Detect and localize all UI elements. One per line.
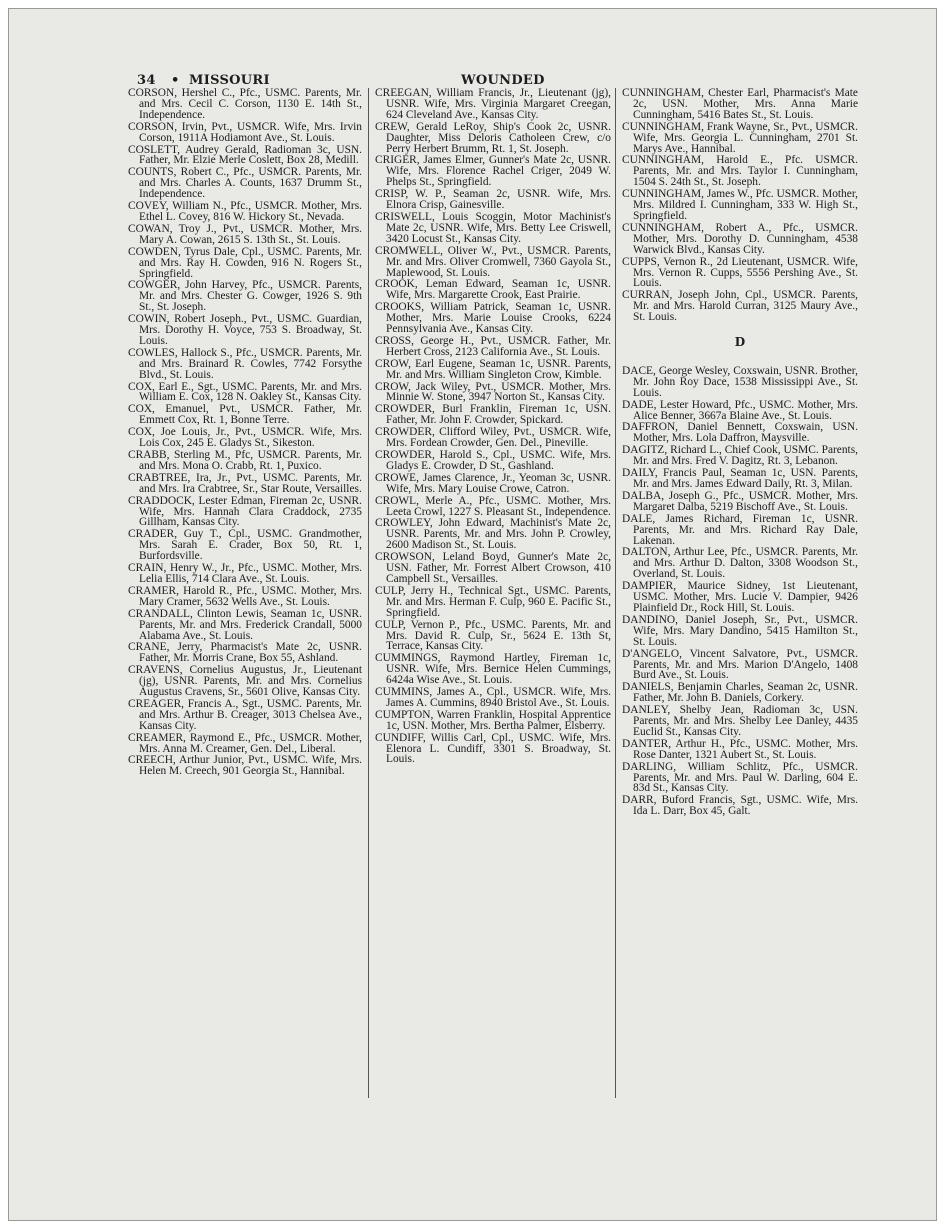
- casualty-entry: CRAVENS, Cornelius Augustus, Jr., Lieutenant (jg), USNR. Parents, Mr. and Mrs. Cornelius Augustus Cravens, Sr., 5601 Olive, Kansas City.: [128, 664, 362, 699]
- casualty-entry: CUMMINGS, Raymond Hartley, Fireman 1c, USNR. Wife, Mrs. Bernice Helen Cummings, 6424a Wise Ave., St. Louis.: [375, 652, 611, 687]
- casualty-entry: DANLEY, Shelby Jean, Radioman 3c, USN. Parents, Mr. and Mrs. Shelby Lee Danley, 4435 Euclid St., Kansas City.: [622, 704, 858, 738]
- casualty-entry: CROWSON, Leland Boyd, Gunner's Mate 2c, USN. Father, Mr. Forrest Albert Crowson, 410 Campbell St., Versailles.: [375, 551, 611, 585]
- casualty-entry: DADE, Lester Howard, Pfc., USMC. Mother, Mrs. Alice Benner, 3667a Blaine Ave., St. Louis.: [622, 398, 858, 422]
- casualty-entry: CORSON, Hershel C., Pfc., USMC. Parents, Mr. and Mrs. Cecil C. Corson, 1130 E. 14th St., Independence.: [128, 87, 362, 121]
- casualty-entry: COWLES, Hallock S., Pfc., USMCR. Parents, Mr. and Mrs. Brainard R. Cowles, 7742 Forsythe Blvd., St. Louis.: [128, 346, 362, 381]
- casualty-entry: CUNDIFF, Willis Carl, Cpl., USMC. Wife, Mrs. Elenora L. Cundiff, 3301 S. Broadway, St. Louis.: [375, 731, 611, 766]
- casualty-entry: CROMWELL, Oliver W., Pvt., USMCR. Parents, Mr. and Mrs. Oliver Cromwell, 7360 Gayola St., Maplewood, St. Louis.: [375, 244, 611, 279]
- state-title: MISSOURI: [189, 73, 270, 88]
- casualty-entry: COWGER, John Harvey, Pfc., USMCR. Parents, Mr. and Mrs. Chester G. Cowger, 1926 S. 9th St., St. Joseph.: [128, 279, 362, 314]
- casualty-entry: CORSON, Irvin, Pvt., USMCR. Wife, Mrs. Irvin Corson, 1911A Hodiamont Ave., St. Louis.: [128, 120, 362, 144]
- casualty-entry: CROWLEY, John Edward, Machinist's Mate 2c, USNR. Parents, Mr. and Mrs. John P. Crowley, 2600 Madison St., St. Louis.: [375, 517, 611, 552]
- casualty-entry: DAGITZ, Richard L., Chief Cook, USMC. Parents, Mr. and Mrs. Fred V. Dagitz, Rt. 3, Lebanon.: [622, 444, 858, 468]
- casualty-entry: COVEY, William N., Pfc., USMCR. Mother, Mrs. Ethel L. Covey, 816 W. Hickory St., Nevada.: [128, 200, 362, 223]
- casualty-entry: CROWDER, Clifford Wiley, Pvt., USMCR. Wife, Mrs. Fordean Crowder, Gen. Del., Pineville.: [375, 426, 611, 450]
- casualty-entry: COX, Emanuel, Pvt., USMCR. Father, Mr. Emmett Cox, Rt. 1, Bonne Terre.: [128, 403, 362, 427]
- casualty-entry: DANTER, Arthur H., Pfc., USMC. Mother, Mrs. Rose Danter, 1321 Aubert St., St. Louis.: [622, 737, 858, 761]
- casualty-entry: CURRAN, Joseph John, Cpl., USMCR. Parents, Mr. and Mrs. Harold Curran, 3125 Maury Ave., St. Louis.: [622, 289, 858, 324]
- casualty-entry: CUMPTON, Warren Franklin, Hospital Apprentice 1c, USN. Mother, Mrs. Bertha Palmer, Elsberry.: [375, 708, 611, 732]
- section-letter: D: [734, 335, 746, 350]
- column-divider: [615, 88, 616, 1098]
- casualty-entry: DARR, Buford Francis, Sgt., USMC. Wife, Mrs. Ida L. Darr, Box 45, Galt.: [622, 794, 858, 818]
- column-divider: [368, 88, 369, 1098]
- casualty-entry: DALE, James Richard, Fireman 1c, USNR. Parents, Mr. and Mrs. Richard Ray Dale, Lakenan.: [622, 512, 858, 547]
- casualty-entry: CREEGAN, William Francis, Jr., Lieutenant (jg), USNR. Wife, Mrs. Virginia Margaret Creegan, 624 Cleveland Ave., Kansas City.: [375, 87, 611, 121]
- casualty-entry: CROWE, James Clarence, Jr., Yeoman 3c, USNR. Wife, Mrs. Mary Louise Crowe, Catron.: [375, 471, 611, 495]
- casualty-entry: CROW, Jack Wiley, Pvt., USMCR. Mother, Mrs. Minnie W. Stone, 3947 Norton St., Kansas City.: [375, 380, 611, 404]
- casualty-entry: CULP, Vernon P., Pfc., USMC. Parents, Mr. and Mrs. David R. Culp, Sr., 5624 E. 13th St, Terrace, Kansas City.: [375, 618, 611, 653]
- casualty-entry: CREAMER, Raymond E., Pfc., USMCR. Mother, Mrs. Anna M. Creamer, Gen. Del., Liberal.: [128, 731, 362, 755]
- casualty-entry: DANIELS, Benjamin Charles, Seaman 2c, USNR. Father, Mr. John B. Daniels, Corkery.: [622, 681, 858, 705]
- casualty-entry: COX, Joe Louis, Jr., Pvt., USMCR. Wife, Mrs. Lois Cox, 245 E. Gladys St., Sikeston.: [128, 426, 362, 450]
- casualty-entry: DAILY, Francis Paul, Seaman 1c, USN. Parents, Mr. and Mrs. James Edward Daily, Rt. 3, Milan.: [622, 467, 858, 490]
- casualty-entry: CROWL, Merle A., Pfc., USMC. Mother, Mrs. Leeta Crowl, 1227 S. Pleasant St., Independence.: [375, 494, 611, 518]
- casualty-entry: CREW, Gerald LeRoy, Ship's Cook 2c, USNR. Daughter, Miss Deloris Catholeen Crew, c/o Perry Herbert Brumm, Rt. 1, St. Joseph.: [375, 120, 611, 155]
- casualty-entry: CREECH, Arthur Junior, Pvt., USMC. Wife, Mrs. Helen M. Creech, 901 Georgia St., Hannibal.: [128, 754, 362, 778]
- casualty-entry: DACE, George Wesley, Coxswain, USNR. Brother, Mr. John Roy Dace, 1538 Mississippi Ave., St. Louis.: [622, 364, 858, 399]
- column-1: [128, 88, 362, 778]
- casualty-entry: DALTON, Arthur Lee, Pfc., USMCR. Parents, Mr. and Mrs. Arthur D. Dalton, 3308 Woodson St., Overland, St. Louis.: [622, 546, 858, 581]
- casualty-entry: CROOKS, William Patrick, Seaman 1c, USNR. Mother, Mrs. Marie Louise Crooks, 6224 Pennsylvania Ave., Kansas City.: [375, 301, 611, 336]
- casualty-entry: CRADDOCK, Lester Edman, Fireman 2c, USNR. Wife, Mrs. Hannah Clara Craddock, 2735 Gillham, Kansas City.: [128, 494, 362, 529]
- casualty-entry: COX, Earl E., Sgt., USMC. Parents, Mr. and Mrs. William E. Cox, 128 N. Oakley St., Kansas City.: [128, 380, 362, 404]
- casualty-entry: DAMPIER, Maurice Sidney, 1st Lieutenant, USMC. Mother, Mrs. Lucie V. Dampier, 9426 Plainfield Dr., Rock Hill, St. Louis.: [622, 580, 858, 614]
- casualty-entry: DANDINO, Daniel Joseph, Sr., Pvt., USMCR. Wife, Mrs. Mary Dandino, 5415 Hamilton St., St. Louis.: [622, 613, 858, 648]
- casualty-entry: CUNNINGHAM, James W., Pfc. USMCR. Mother, Mrs. Mildred I. Cunningham, 333 W. High St., Springfield.: [622, 188, 858, 222]
- casualty-entry: COWDEN, Tyrus Dale, Cpl., USMC. Parents, Mr. and Mrs. Ray H. Cowden, 916 N. Rogers St., Springfield.: [128, 245, 362, 280]
- casualty-entry: CULP, Jerry H., Technical Sgt., USMC. Parents, Mr. and Mrs. Herman F. Culp, 960 E. Pacific St., Springfield.: [375, 584, 611, 619]
- casualty-entry: DARLING, William Schlitz, Pfc., USMCR. Parents, Mr. and Mrs. Paul W. Darling, 604 E. 83d St., Kansas City.: [622, 760, 858, 795]
- section-title: WOUNDED: [461, 73, 545, 88]
- casualty-entry: CRABB, Sterling M., Pfc, USMCR. Parents, Mr. and Mrs. Mona O. Crabb, Rt. 1, Puxico.: [128, 449, 362, 472]
- casualty-entry: CUPPS, Vernon R., 2d Lieutenant, USMCR. Wife, Mrs. Vernon R. Cupps, 5556 Pershing Ave., St. Louis.: [622, 255, 858, 290]
- casualty-entry: CREAGER, Francis A., Sgt., USMC. Parents, Mr. and Mrs. Arthur B. Creager, 3013 Chelsea Ave., Kansas City.: [128, 697, 362, 732]
- casualty-entry: CUNNINGHAM, Chester Earl, Pharmacist's Mate 2c, USN. Mother, Mrs. Anna Marie Cunningham, 5416 Bates St., St. Louis.: [622, 87, 858, 121]
- casualty-entry: CROWDER, Burl Franklin, Fireman 1c, USN. Father, Mr. John F. Crowder, Spickard.: [375, 403, 611, 427]
- casualty-entry: D'ANGELO, Vincent Salvatore, Pvt., USMCR. Parents, Mr. and Mrs. Marion D'Angelo, 1408 Burd Ave., St. Louis.: [622, 647, 858, 682]
- header-bullet: •: [171, 73, 180, 88]
- casualty-entry: COSLETT, Audrey Gerald, Radioman 3c, USN. Father, Mr. Elzie Merle Coslett, Box 28, Medill.: [128, 143, 362, 167]
- casualty-entry: CROWDER, Harold S., Cpl., USMC. Wife, Mrs. Gladys E. Crowder, D St., Gashland.: [375, 449, 611, 472]
- casualty-entry: DAFFRON, Daniel Bennett, Coxswain, USN. Mother, Mrs. Lola Daffron, Maysville.: [622, 421, 858, 445]
- casualty-entry: DALBA, Joseph G., Pfc., USMCR. Mother, Mrs. Margaret Dalba, 5219 Bischoff Ave., St. Louis.: [622, 489, 858, 513]
- casualty-entry: COUNTS, Robert C., Pfc., USMCR. Parents, Mr. and Mrs. Charles A. Counts, 1637 Drumm St., Independence.: [128, 166, 362, 201]
- casualty-entry: CRANDALL, Clinton Lewis, Seaman 1c, USNR. Parents, Mr. and Mrs. Frederick Crandall, 5000 Alabama Ave., St. Louis.: [128, 607, 362, 642]
- casualty-entry: COWAN, Troy J., Pvt., USMCR. Mother, Mrs. Mary A. Cowan, 2615 S. 13th St., St. Louis.: [128, 222, 362, 246]
- casualty-entry: CROSS, George H., Pvt., USMCR. Father, Mr. Herbert Cross, 2123 California Ave., St. Louis.: [375, 334, 611, 358]
- casualty-entry: CRAIN, Henry W., Jr., Pfc., USMC. Mother, Mrs. Lelia Ellis, 714 Clara Ave., St. Louis.: [128, 562, 362, 585]
- column-2: [375, 88, 611, 766]
- casualty-entry: CUNNINGHAM, Frank Wayne, Sr., Pvt., USMCR. Wife, Mrs. Georgia L. Cunningham, 2701 St. Marys Ave., Hannibal.: [622, 120, 858, 155]
- casualty-entry: CUNNINGHAM, Robert A., Pfc., USMCR. Mother, Mrs. Dorothy D. Cunningham, 4538 Warwick Blvd., Kansas City.: [622, 221, 858, 256]
- casualty-entry: CRANE, Jerry, Pharmacist's Mate 2c, USNR. Father, Mr. Morris Crane, Box 55, Ashland.: [128, 641, 362, 665]
- casualty-entry: CRISP, W. P., Seaman 2c, USNR. Wife, Mrs. Elnora Crisp, Gainesville.: [375, 188, 611, 212]
- casualty-entry: CROW, Earl Eugene, Seaman 1c, USNR. Parents, Mr. and Mrs. William Singleton Crow, Kimble.: [375, 357, 611, 381]
- casualty-entry: CUNNINGHAM, Harold E., Pfc. USMCR. Parents, Mr. and Mrs. Taylor I. Cunningham, 1504 S. 24th St., St. Joseph.: [622, 154, 858, 189]
- casualty-entry: CRIGER, James Elmer, Gunner's Mate 2c, USNR. Wife, Mrs. Florence Rachel Criger, 2049 W. Phelps St., Springfield.: [375, 154, 611, 189]
- casualty-entry: CRISWELL, Louis Scoggin, Motor Machinist's Mate 2c, USNR. Wife, Mrs. Betty Lee Criswell, 3420 Locust St., Kansas City.: [375, 210, 611, 245]
- casualty-entry: CRABTREE, Ira, Jr., Pvt., USMC. Parents, Mr. and Mrs. Ira Crabtree, Sr., Star Route, Versailles.: [128, 471, 362, 495]
- column-3: [622, 88, 858, 818]
- casualty-entry: CRADER, Guy T., Cpl., USMC. Grandmother, Mrs. Sarah E. Crader, Box 50, Rt. 1, Burfordsville.: [128, 528, 362, 563]
- page-number: 34: [137, 73, 156, 88]
- casualty-entry: CRAMER, Harold R., Pfc., USMC. Mother, Mrs. Mary Cramer, 5632 Wells Ave., St. Louis.: [128, 584, 362, 608]
- casualty-entry: COWIN, Robert Joseph., Pvt., USMC. Guardian, Mrs. Dorothy H. Voyce, 753 S. Broadway, St. Louis.: [128, 313, 362, 347]
- casualty-entry: CROOK, Leman Edward, Seaman 1c, USNR. Wife, Mrs. Margarette Crook, East Prairie.: [375, 278, 611, 302]
- casualty-entry: CUMMINS, James A., Cpl., USMCR. Wife, Mrs. James A. Cummins, 8940 Bristol Ave., St. Louis.: [375, 686, 611, 709]
